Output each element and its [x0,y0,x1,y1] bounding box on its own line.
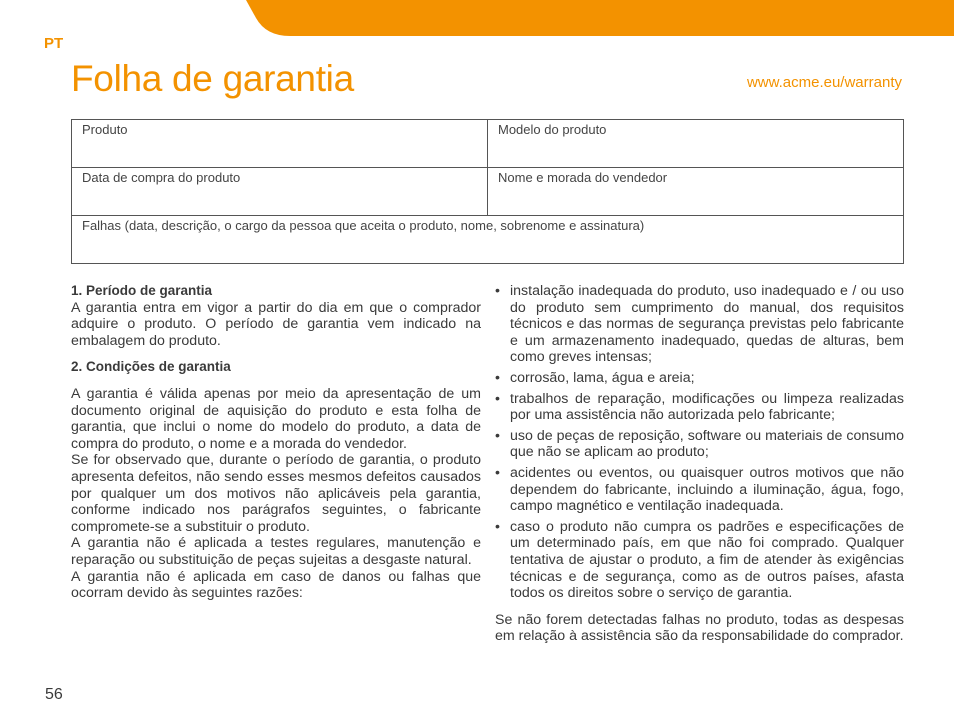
list-item [495,370,904,387]
paragraph: A garantia entra em vigor a partir do dia em que o comprador adquire o produto. O período de garantia vem indicado na embalagem do produto. [71,299,481,349]
seller-field: Nome e morada do vendedor [488,168,904,216]
paragraph: A garantia não é aplicada em caso de danos ou falhas que ocorram devido às seguintes razões: [71,568,481,602]
product-field: Produto [72,120,488,168]
language-code: PT [44,35,64,52]
exclusions-list [495,283,904,602]
faults-field: Falhas (data, descrição, o cargo da pessoa que aceita o produto, nome, sobrenome e assinatura) [72,216,904,264]
page-title: Folha de garantia [71,58,354,99]
warranty-form-table [71,119,904,264]
list-item [495,428,904,461]
paragraph: Se for observado que, durante o período de garantia, o produto apresenta defeitos, não sendo esses mesmos defeitos causados por qualquer um dos motivos não aplicáveis pela garantia, conforme indicado nos parágrafos seguintes, o fabricante compromete-se a substituir o produto. [71,452,481,535]
bullet-icon: • [495,518,500,535]
bullet-icon: • [495,369,500,386]
bullet-icon: • [495,427,500,444]
list-item [495,465,904,515]
list-item [495,519,904,602]
list-item-text: instalação inadequada do produto, uso inadequado e / ou uso do produto sem cumprimento do manual, dos requisitos técnicos e das normas de segurança previstas pelo fabricante e um armazenamento inadequado, quedas de alturas, bem como greves intensas; [510,283,904,366]
purchase-date-field: Data de compra do produto [72,168,488,216]
section-heading-warranty-period: 1. Período de garantia [71,283,213,298]
list-item-text: corrosão, lama, água e areia; [510,369,695,386]
list-item-text: acidentes ou eventos, ou quaisquer outros motivos que não dependem do fabricante, incluindo a iluminação, água, fogo, campo magnético e ventilação inadequada. [510,464,904,515]
bullet-icon: • [495,390,500,407]
left-column [71,283,481,602]
paragraph: A garantia é válida apenas por meio da apresentação de um documento original de aquisição do produto e esta folha de garantia, que inclui o nome do modelo do produto, a data de compra do produto, o nome e a morada do vendedor. [71,385,481,452]
closing-paragraph: Se não forem detectadas falhas no produto, todas as despesas em relação à assistência são da responsabilidade do comprador. [495,611,904,645]
list-item-text: uso de peças de reposição, software ou materiais de consumo que não se aplicam ao produto; [510,427,904,461]
right-column [495,283,904,645]
page-number: 56 [45,686,63,703]
list-item [495,391,904,424]
section-heading-warranty-conditions: 2. Condições de garantia [71,359,231,375]
paragraph: A garantia não é aplicada a testes regulares, manutenção e reparação ou substituição de peças sujeitas a desgaste natural. [71,535,481,568]
model-field: Modelo do produto [488,120,904,168]
orange-header-banner [0,0,954,36]
bullet-icon: • [495,464,500,481]
bullet-icon: • [495,283,500,299]
warranty-url: www.acme.eu/warranty [746,74,902,91]
list-item [495,283,904,366]
list-item-text: caso o produto não cumpra os padrões e especificações de um determinado país, em que não foi comprado. Qualquer tentativa de ajustar o produto, a fim de atender às exigências técnicas e de segurança, como as de outros países, afasta todos os direitos sobre o serviço de garantia. [510,518,904,602]
list-item-text: trabalhos de reparação, modificações ou limpeza realizadas por uma assistência não autorizada pelo fabricante; [510,390,904,424]
